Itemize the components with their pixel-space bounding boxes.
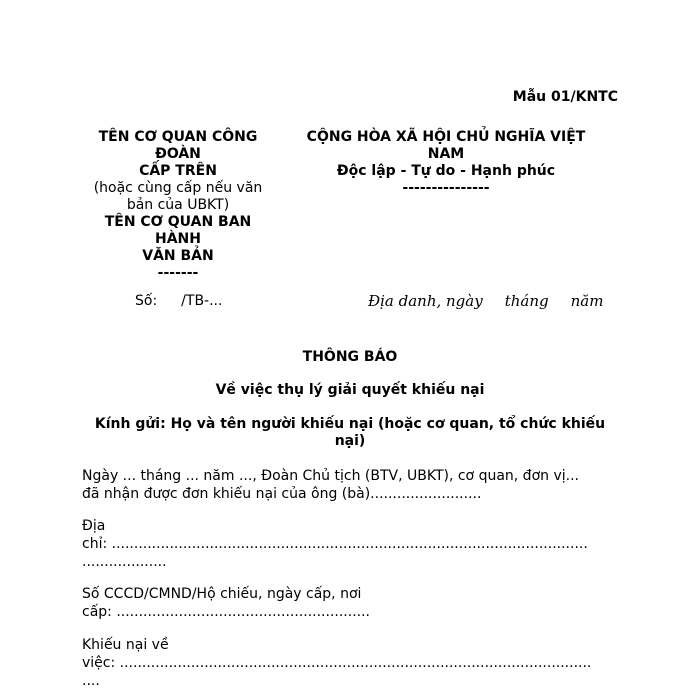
receipt-line-2: đã nhận được đơn khiếu nại của ông (bà)......................... [82,486,482,502]
right-divider: --------------- [402,180,490,196]
issuing-agency-header [80,129,276,282]
receipt-line-1: Ngày ... tháng ... năm ..., Đoàn Chủ tịch (BTV, UBKT), cơ quan, đơn vị... [82,468,579,484]
id-label: Số CCCD/CMND/Hộ chiếu, ngày cấp, nơi [82,586,362,602]
body-paragraph-complaint [82,636,616,690]
parent-org-note: (hoặc cùng cấp nếu văn bản của UBKT) [93,180,263,213]
form-code: Mẫu 01/KNTC [512,89,618,105]
national-header [290,129,602,197]
doc-number-suffix: /TB-... [181,293,223,309]
body-paragraph-id [82,585,616,621]
doc-number-label: Số: [135,293,158,309]
recipient-line: Kính gửi: Họ và tên người khiếu nại (hoặc cơ quan, tổ chức khiếu nại) [94,416,606,449]
address-line: chỉ: ........................................................................................................... [82,536,588,552]
parent-org-name: TÊN CƠ QUAN CÔNG ĐOÀN [98,129,258,162]
id-line: cấp: ......................................................... [82,604,370,620]
complaint-label: Khiếu nại về [82,637,169,653]
place-and-date [368,292,603,310]
document-number [135,293,222,309]
parent-org-name-cont: CẤP TRÊN [139,163,217,179]
complaint-line-cont: .... [82,673,100,689]
issuer-name-cont: VĂN BẢN [142,248,214,264]
country-name: CỘNG HÒA XÃ HỘI CHỦ NGHĨA VIỆT NAM [306,129,586,162]
issuer-name: TÊN CƠ QUAN BAN HÀNH [104,214,252,247]
address-label: Địa [82,518,106,534]
document-subtitle: Về việc thụ lý giải quyết khiếu nại [215,382,485,398]
place-date-year: năm [570,292,604,310]
national-motto: Độc lập - Tự do - Hạnh phúc [336,163,556,179]
place-date-month: tháng [504,292,549,310]
place-date-place: Địa danh, ngày [368,292,483,310]
body-paragraph-address [82,517,616,571]
document-title: THÔNG BÁO [302,349,398,365]
complaint-line: việc: .......................................................................................................... [82,655,592,671]
left-divider: ------- [157,265,199,281]
address-line-cont: ................... [82,554,167,570]
body-paragraph-receipt [82,467,616,503]
